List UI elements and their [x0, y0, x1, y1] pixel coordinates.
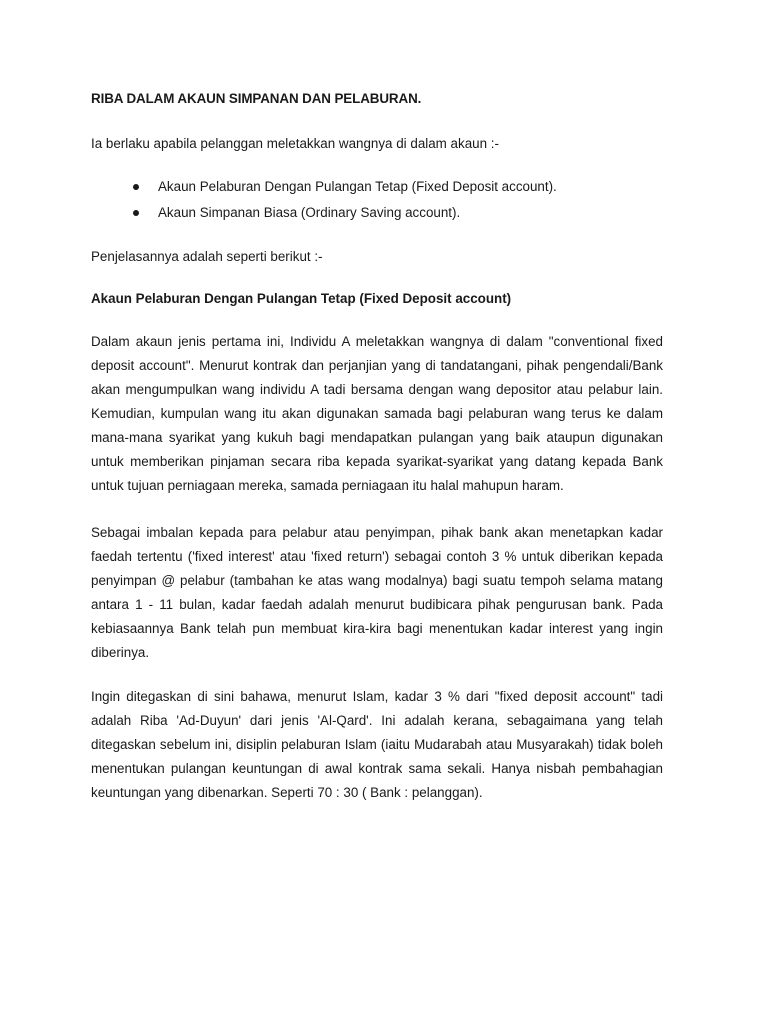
bullet-icon [133, 210, 139, 216]
intro-text: Ia berlaku apabila pelanggan meletakkan wangnya di dalam akaun :- [91, 136, 499, 151]
paragraph: Dalam akaun jenis pertama ini, Individu A meletakkan wangnya di dalam "conventional fixed deposit account". Menurut kontrak dan perjanjian yang di tandatangani, pihak pengendali/Bank akan mengumpulkan wang individu A tadi bersama dengan wang depositor atau pelabur lain. Kemudian, kumpulan wang itu akan digunakan samada bagi pelaburan wang terus ke dalam mana-mana syarikat yang kukuh bagi mendapatkan pulangan yang baik ataupun digunakan untuk memberikan pinjaman secara riba kepada syarikat-syarikat yang datang kepada Bank untuk tujuan perniagaan mereka, samada perniagaan itu halal mahupun haram. [91, 334, 663, 493]
account-type-list [91, 178, 557, 230]
list-item-text: Akaun Pelaburan Dengan Pulangan Tetap (Fixed Deposit account). [158, 179, 557, 194]
list-item [91, 178, 557, 204]
section-heading: Akaun Pelaburan Dengan Pulangan Tetap (Fixed Deposit account) [91, 291, 512, 306]
list-item-text: Akaun Simpanan Biasa (Ordinary Saving account). [158, 205, 461, 220]
document-title: RIBA DALAM AKAUN SIMPANAN DAN PELABURAN. [91, 91, 422, 106]
bullet-icon [133, 184, 139, 190]
explanation-text: Penjelasannya adalah seperti berikut :- [91, 249, 323, 264]
list-item [91, 204, 557, 230]
paragraph: Sebagai imbalan kepada para pelabur atau penyimpan, pihak bank akan menetapkan kadar faedah tertentu ('fixed interest' atau 'fixed return') sebagai contoh 3 % untuk diberikan kepada penyimpan @ pelabur (tambahan ke atas wang modalnya) bagi suatu tempoh selama matang antara 1 - 11 bulan, kadar faedah adalah menurut budibicara pihak pengurusan bank. Pada kebiasaannya Bank telah pun membuat kira-kira bagi menentukan kadar interest yang ingin diberinya. [91, 525, 663, 660]
paragraph: Ingin ditegaskan di sini bahawa, menurut Islam, kadar 3 % dari "fixed deposit account" tadi adalah Riba 'Ad-Duyun' dari jenis 'Al-Qard'. Ini adalah kerana, sebagaimana yang telah ditegaskan sebelum ini, disiplin pelaburan Islam (iaitu Mudarabah atau Musyarakah) tidak boleh menentukan pulangan keuntungan di awal kontrak sama sekali. Hanya nisbah pembahagian keuntungan yang dibenarkan. Seperti 70 : 30 ( Bank : pelanggan). [91, 689, 663, 800]
